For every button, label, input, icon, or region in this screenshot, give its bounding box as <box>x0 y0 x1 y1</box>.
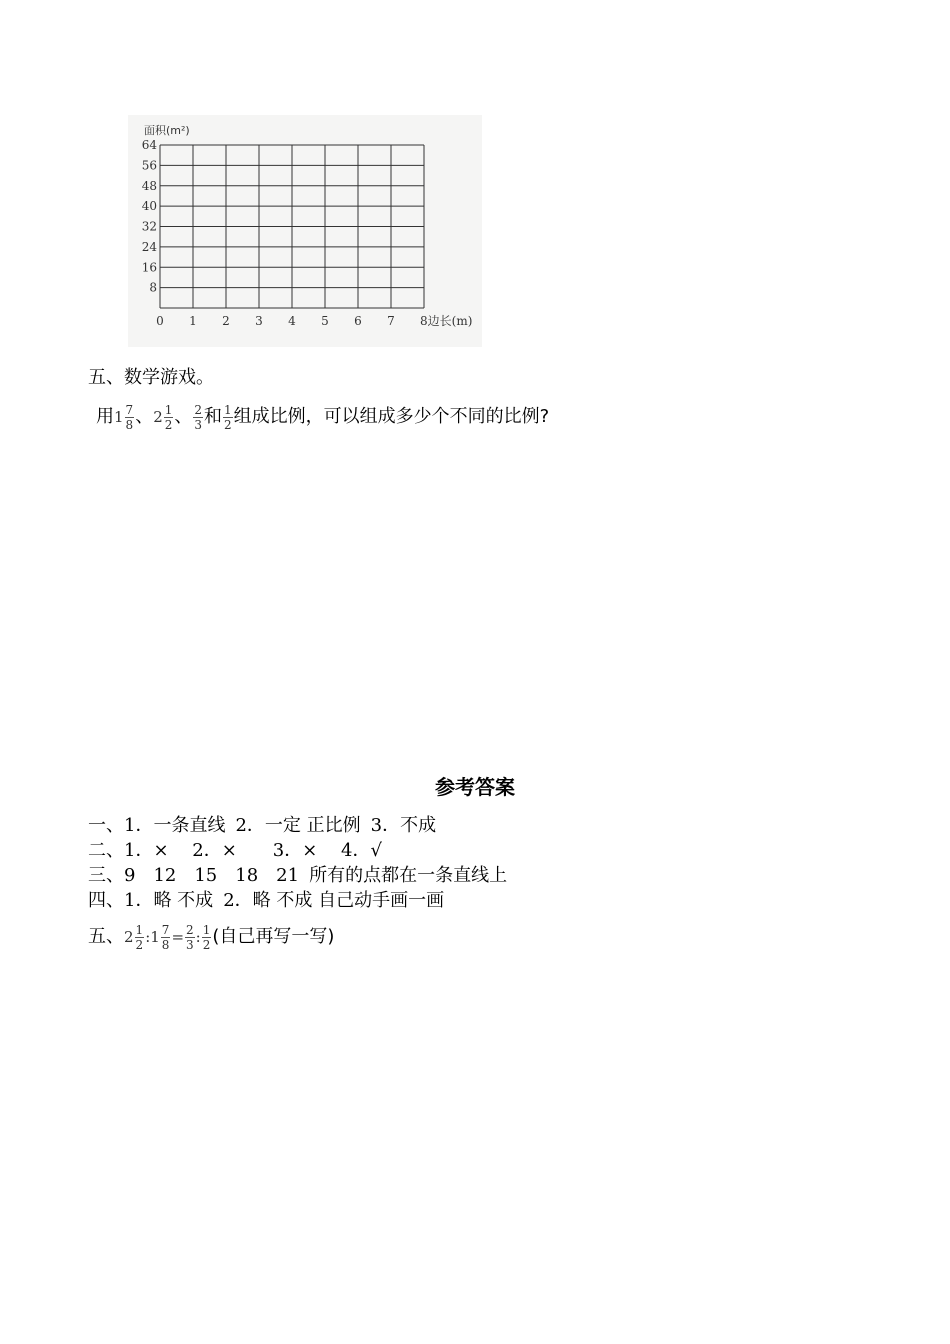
y-tick-label: 32 <box>141 219 157 234</box>
a5-note: (自己再写一写) <box>212 926 335 947</box>
a5-n4: 1 <box>202 922 211 937</box>
a3-text: 所有的点都在一条直线上 <box>309 865 508 886</box>
frac3-num: 2 <box>194 402 203 417</box>
a3-nums: 9 12 15 18 21 <box>124 865 300 886</box>
q-suffix: 组成比例，可以组成多少个不同的比例? <box>233 406 550 427</box>
frac4-num: 1 <box>224 402 232 417</box>
a5-prefix: 五、 <box>88 926 124 947</box>
frac2 <box>164 403 174 432</box>
a5-d1: 2 <box>135 937 144 952</box>
x-tick-label: 1 <box>189 314 197 328</box>
a1-n3: 3． <box>370 815 401 836</box>
frac4 <box>223 403 233 432</box>
a5-w2: 1 <box>150 928 160 946</box>
a2-prefix: 二、 <box>88 840 124 861</box>
a5-d4: 2 <box>202 937 211 952</box>
a1-t1: 一条直线 <box>153 815 226 836</box>
answer-5 <box>88 915 334 959</box>
sep2: 、 <box>174 406 193 427</box>
y-tick-label: 24 <box>141 239 157 254</box>
a5-frac2 <box>161 923 171 952</box>
a5-frac4 <box>202 923 212 952</box>
x-tick-label: 3 <box>255 314 263 328</box>
frac1-num: 7 <box>125 402 134 417</box>
section5-question <box>96 395 549 439</box>
a1-t2: 一定 正比例 <box>264 815 361 836</box>
a5-n3: 2 <box>186 922 194 937</box>
y-tick-label: 48 <box>141 178 157 193</box>
frac1 <box>125 403 135 432</box>
a1-n2: 2． <box>235 815 265 836</box>
frac1-den: 8 <box>125 417 134 432</box>
answers-title: 参考答案 <box>435 775 515 799</box>
x-tick-label: 7 <box>387 314 395 328</box>
a4-t2: 略 不成 自己动手画一画 <box>252 890 445 911</box>
a5-colon1: : <box>145 928 151 946</box>
a2-text: 1．× 2．× 3．× 4．√ <box>124 840 382 861</box>
and-word: 和 <box>204 406 223 427</box>
a5-d2: 8 <box>161 937 170 952</box>
answer-3 <box>88 864 507 888</box>
a5-n2: 7 <box>161 922 170 937</box>
frac1-whole: 1 <box>114 408 124 426</box>
x-tick-label: 5 <box>321 314 329 328</box>
a5-eq: = <box>171 928 185 946</box>
x-tick-label: 0 <box>156 314 164 328</box>
grid-svg <box>128 115 482 347</box>
x-tick-label: 2 <box>222 314 230 328</box>
y-tick-label: 64 <box>141 138 157 152</box>
x-tick-label: 6 <box>354 314 362 328</box>
frac2-den: 2 <box>164 417 173 432</box>
answer-1 <box>88 814 436 838</box>
a5-w1: 2 <box>124 928 134 946</box>
frac2-num: 1 <box>164 402 173 417</box>
answer-2 <box>88 839 382 863</box>
a4-n1: 1． <box>124 890 154 911</box>
a1-n1: 1． <box>124 815 154 836</box>
a5-d3: 3 <box>186 937 194 952</box>
a5-n1: 1 <box>135 922 144 937</box>
y-axis-label: 面积(m²) <box>144 124 190 137</box>
frac3 <box>193 403 203 432</box>
frac2-whole: 2 <box>153 408 163 426</box>
x-axis-label: 8边长(m) <box>420 314 473 328</box>
y-tick-label: 16 <box>141 260 157 275</box>
a5-frac3 <box>185 923 195 952</box>
section5-heading: 五、数学游戏。 <box>88 367 214 388</box>
x-tick-label: 4 <box>288 314 296 328</box>
area-side-grid-chart <box>128 115 482 347</box>
a4-n2: 2． <box>223 890 253 911</box>
y-tick-label: 56 <box>141 158 157 173</box>
frac4-den: 2 <box>224 417 232 432</box>
a1-prefix: 一、 <box>88 815 124 836</box>
a3-prefix: 三、 <box>88 865 124 886</box>
frac3-den: 3 <box>194 417 203 432</box>
a4-t1: 略 不成 <box>153 890 214 911</box>
q-prefix: 用 <box>96 406 114 427</box>
sep1: 、 <box>135 406 154 427</box>
y-tick-label: 40 <box>141 199 157 214</box>
a5-colon2: : <box>195 928 201 946</box>
y-tick-label: 8 <box>149 280 157 295</box>
answer-4 <box>88 889 444 913</box>
a4-prefix: 四、 <box>88 890 124 911</box>
a5-frac1 <box>135 923 145 952</box>
a1-t3: 不成 <box>400 815 437 836</box>
